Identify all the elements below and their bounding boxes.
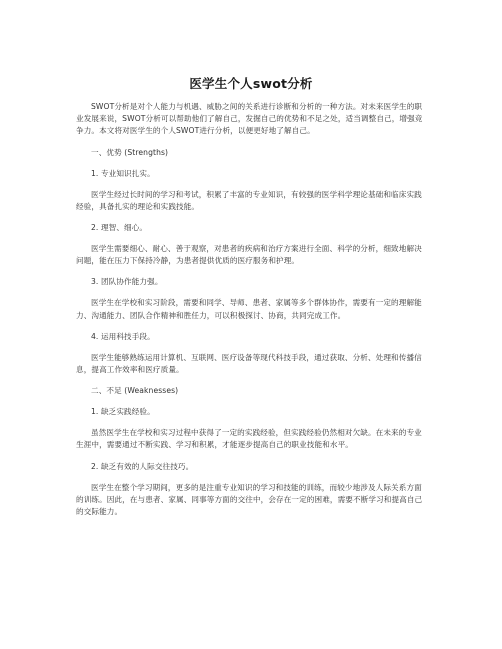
document-title: 医学生个人swot分析 xyxy=(189,76,313,91)
item-heading: 3. 团队协作能力强。 xyxy=(91,277,163,287)
paragraph: 医学生需要细心、耐心、善于观察，对患者的疾病和治疗方案进行全面、科学的分析，细致地解决问题，能在压力下保持冷静，为患者提供优质的医疗服务和护理。 xyxy=(76,244,422,266)
item-heading: 4. 运用科技手段。 xyxy=(91,331,155,341)
section-heading-strengths: 一、优势 (Strengths) xyxy=(91,147,169,157)
item-heading: 2. 缺乏有效的人际交往技巧。 xyxy=(91,461,194,471)
item-heading: 2. 理智、细心。 xyxy=(91,223,148,233)
paragraph: 医学生在学校和实习阶段，需要和同学、导师、患者、家属等多个群体协作，需要有一定的理解能力、沟通能力、团队合作精神和胜任力，可以积极探讨、协商，共同完成工作。 xyxy=(76,298,422,320)
item-heading: 1. 缺乏实践经验。 xyxy=(91,407,155,417)
paragraph: 医学生在整个学习期间，更多的是注重专业知识的学习和技能的训练，而较少地涉及人际关系方面的训练。因此，在与患者、家属、同事等方面的交往中，会存在一定的困难，需要不断学习和提高自己的交际能力。 xyxy=(76,482,423,517)
intro-paragraph: SWOT分析是对个人能力与机遇、威胁之间的关系进行诊断和分析的一种方法。对未来医学生的职业发展来说，SWOT分析可以帮助他们了解自己，发掘自己的优势和不足之处，适当调整自己，增强竞争力。本文将对医学生的个人SWOT进行分析，以便更好地了解自己。 xyxy=(76,102,423,136)
document-body xyxy=(76,101,426,518)
paragraph: 医学生经过长时间的学习和考试，积累了丰富的专业知识，有较强的医学科学理论基础和临床实践经验，具备扎实的理论和实践技能。 xyxy=(76,189,422,211)
section-heading-weaknesses: 二、不足 (Weaknesses) xyxy=(91,386,179,396)
item-heading: 1. 专业知识扎实。 xyxy=(91,168,155,178)
paragraph: 虽然医学生在学校和实习过程中获得了一定的实践经验，但实践经验仍然相对欠缺。在未来的专业生涯中，需要通过不断实践、学习和积累，才能逐步提高自己的职业技能和水平。 xyxy=(76,428,422,450)
paragraph: 医学生能够熟练运用计算机、互联网、医疗设备等现代科技手段，通过获取、分析、处理和传播信息，提高工作效率和医疗质量。 xyxy=(76,352,422,375)
